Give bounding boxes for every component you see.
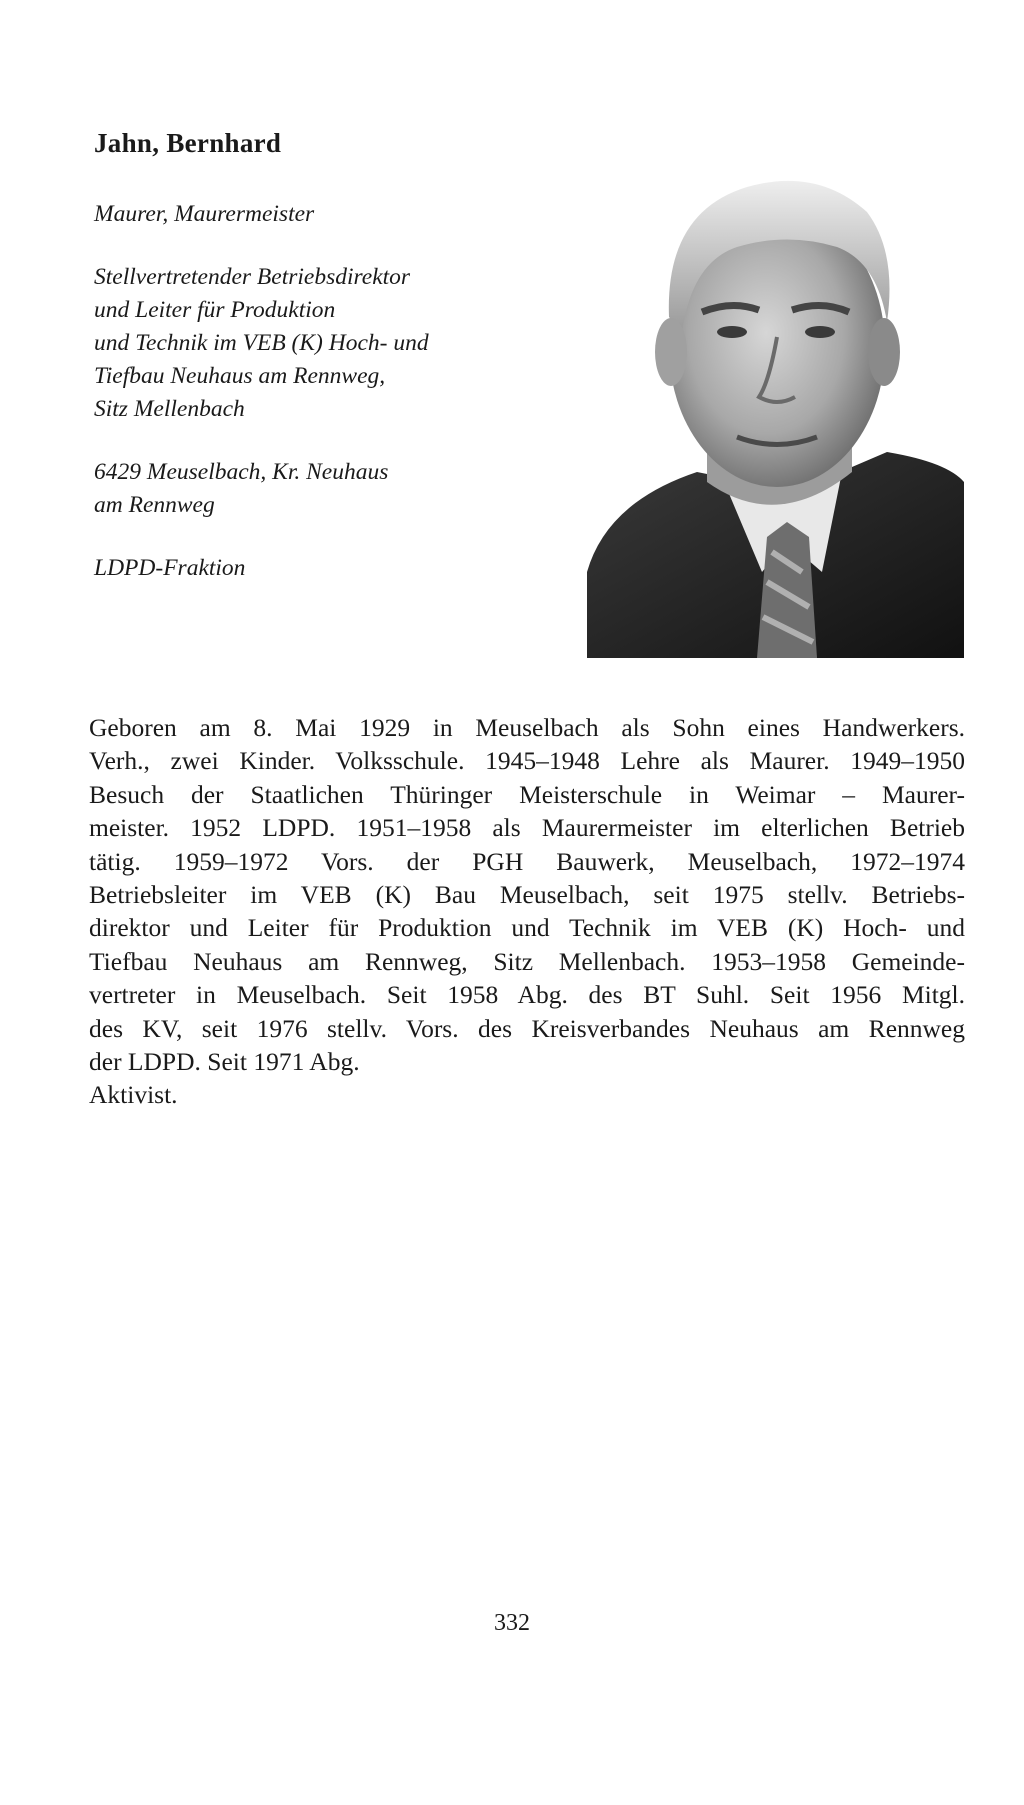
- bio-line: Verh., zwei Kinder. Volksschule. 1945–1948 Lehre als Maurer. 1949–1950: [89, 746, 965, 776]
- bio-line: Betriebsleiter im VEB (K) Bau Meuselbach, seit 1975 stellv. Betriebs-: [89, 880, 965, 910]
- entry-name: Jahn, Bernhard: [94, 128, 282, 158]
- faction: LDPD-Fraktion: [94, 555, 246, 581]
- portrait-photo: [587, 152, 964, 658]
- bio-line: direktor und Leiter für Produktion und Technik im VEB (K) Hoch- und: [89, 913, 965, 943]
- bio-line: meister. 1952 LDPD. 1951–1958 als Maurermeister im elterlichen Betrieb: [89, 813, 965, 843]
- bio-line: der LDPD. Seit 1971 Abg.: [89, 1047, 360, 1077]
- bio-line: tätig. 1959–1972 Vors. der PGH Bauwerk, Meuselbach, 1972–1974: [89, 846, 965, 876]
- page-number: 332: [494, 1610, 530, 1636]
- address-line: am Rennweg: [94, 492, 215, 518]
- biography: [89, 711, 965, 1112]
- bio-line: Aktivist.: [89, 1080, 178, 1110]
- position-line: Sitz Mellenbach: [94, 396, 245, 422]
- position-line: Tiefbau Neuhaus am Rennweg,: [94, 363, 386, 389]
- bio-line: des KV, seit 1976 stellv. Vors. des Kreisverbandes Neuhaus am Rennweg: [89, 1013, 965, 1043]
- bio-line: vertreter in Meuselbach. Seit 1958 Abg. des BT Suhl. Seit 1956 Mitgl.: [89, 980, 965, 1010]
- position-line: und Technik im VEB (K) Hoch- und: [94, 330, 429, 356]
- bio-line: Besuch der Staatlichen Thüringer Meisterschule in Weimar – Maurer-: [89, 779, 965, 809]
- entry-info: [94, 198, 554, 585]
- bio-line: Geboren am 8. Mai 1929 in Meuselbach als Sohn eines Handwerkers.: [89, 713, 965, 742]
- position-line: Stellvertretender Betriebsdirektor: [94, 264, 411, 290]
- position-line: und Leiter für Produktion: [94, 297, 336, 323]
- profession: Maurer, Maurermeister: [94, 201, 315, 227]
- address-line: 6429 Meuselbach, Kr. Neuhaus: [94, 459, 389, 485]
- bio-line: Tiefbau Neuhaus am Rennweg, Sitz Mellenbach. 1953–1958 Gemeinde-: [89, 946, 965, 976]
